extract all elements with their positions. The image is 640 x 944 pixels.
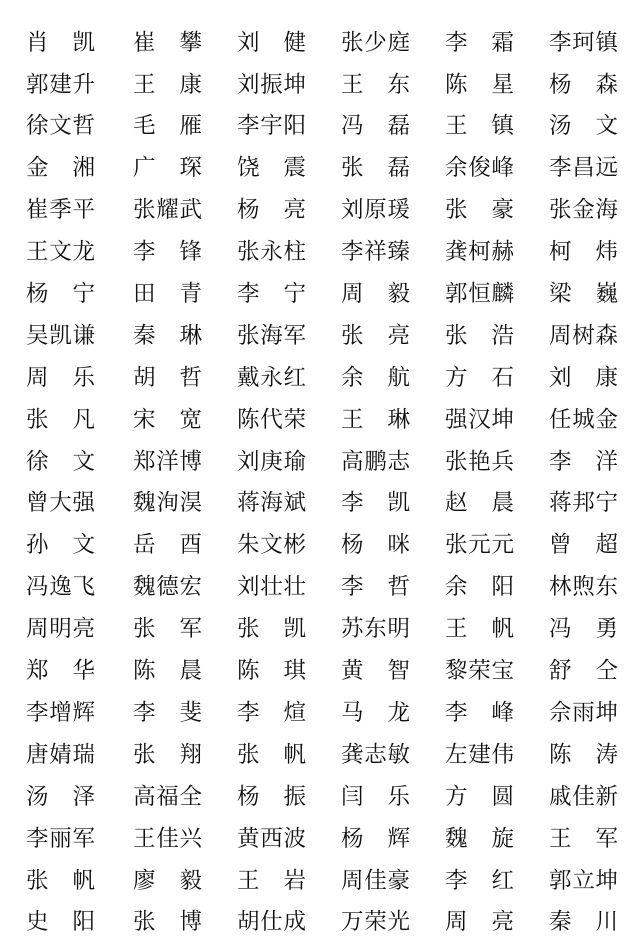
name-cell [235, 525, 339, 567]
name-cell [547, 441, 640, 483]
name-cell [235, 818, 339, 860]
name-text: 方 圆 [445, 783, 514, 810]
name-text: 高鹏志 [341, 448, 410, 475]
name-text: 方 石 [445, 364, 514, 391]
name-text: 张 豪 [445, 197, 514, 224]
name-cell [547, 608, 640, 650]
name-text: 杨 森 [549, 71, 618, 98]
name-text: 林煦东 [549, 574, 618, 601]
name-cell [547, 902, 640, 944]
name-cell [235, 315, 339, 357]
name-text: 闫 乐 [341, 783, 410, 810]
name-cell [131, 902, 235, 944]
name-cell [443, 441, 547, 483]
name-text: 曾大强 [26, 490, 95, 517]
name-cell [547, 148, 640, 190]
name-text: 张 翔 [133, 741, 202, 768]
name-cell [443, 567, 547, 609]
name-cell [131, 734, 235, 776]
name-cell [339, 567, 443, 609]
name-cell [131, 357, 235, 399]
name-text: 舒 仝 [549, 658, 618, 685]
name-text: 张金海 [549, 197, 618, 224]
name-text: 李昌远 [549, 155, 618, 182]
name-text: 郑 华 [26, 658, 95, 685]
name-text: 黄西波 [237, 825, 306, 852]
name-cell [235, 902, 339, 944]
name-cell [131, 190, 235, 232]
name-text: 刘 康 [549, 364, 618, 391]
name-text: 张 博 [133, 909, 202, 936]
name-cell [131, 818, 235, 860]
name-text: 余俊峰 [445, 155, 514, 182]
name-text: 郑洋博 [133, 448, 202, 475]
name-text: 魏德宏 [133, 574, 202, 601]
name-text: 蒋海斌 [237, 490, 306, 517]
name-cell [235, 273, 339, 315]
name-cell [339, 273, 443, 315]
name-cell [131, 441, 235, 483]
name-cell [0, 231, 131, 273]
name-text: 宋 宽 [133, 406, 202, 433]
name-text: 冯 勇 [549, 616, 618, 643]
name-text: 黎荣宝 [445, 658, 514, 685]
name-text: 王 帆 [445, 616, 514, 643]
name-text: 杨 振 [237, 783, 306, 810]
name-cell [235, 734, 339, 776]
name-text: 杨 咪 [341, 532, 410, 559]
name-cell [235, 190, 339, 232]
name-text: 周树森 [549, 322, 618, 349]
name-cell [339, 22, 443, 64]
name-cell [339, 148, 443, 190]
name-text: 李 锋 [133, 239, 202, 266]
name-cell [547, 567, 640, 609]
name-cell [339, 315, 443, 357]
name-text: 陈 琪 [237, 658, 306, 685]
name-cell [547, 776, 640, 818]
name-cell [443, 106, 547, 148]
name-text: 李 霜 [445, 29, 514, 56]
name-text: 汤 文 [549, 113, 618, 140]
name-cell [0, 525, 131, 567]
name-cell [235, 608, 339, 650]
name-text: 冯 磊 [341, 113, 410, 140]
name-cell [0, 106, 131, 148]
name-cell [547, 64, 640, 106]
name-cell [235, 860, 339, 902]
name-cell [131, 692, 235, 734]
name-text: 崔 攀 [133, 29, 202, 56]
name-text: 陈代荣 [237, 406, 306, 433]
name-cell [443, 148, 547, 190]
name-cell [0, 692, 131, 734]
name-text: 蒋邦宁 [549, 490, 618, 517]
name-text: 徐文哲 [26, 113, 95, 140]
name-text: 刘庚瑜 [237, 448, 306, 475]
name-cell [0, 483, 131, 525]
name-text: 李 红 [445, 867, 514, 894]
name-text: 李 峰 [445, 699, 514, 726]
name-text: 汤 泽 [26, 783, 95, 810]
name-cell [547, 734, 640, 776]
name-cell [0, 902, 131, 944]
name-cell [235, 567, 339, 609]
name-cell [235, 64, 339, 106]
name-text: 李 洋 [549, 448, 618, 475]
name-cell [443, 357, 547, 399]
name-cell [443, 650, 547, 692]
name-cell [547, 22, 640, 64]
name-text: 周 亮 [445, 909, 514, 936]
name-text: 魏 旋 [445, 825, 514, 852]
name-cell [443, 64, 547, 106]
name-cell [235, 650, 339, 692]
name-text: 史 阳 [26, 909, 95, 936]
name-text: 饶 震 [237, 155, 306, 182]
name-text: 王文龙 [26, 239, 95, 266]
name-text: 李 煊 [237, 699, 306, 726]
name-text: 徐 文 [26, 448, 95, 475]
name-text: 杨 辉 [341, 825, 410, 852]
name-cell [235, 441, 339, 483]
name-text: 李 宁 [237, 281, 306, 308]
name-cell [131, 22, 235, 64]
name-cell [339, 902, 443, 944]
name-cell [443, 231, 547, 273]
name-text: 肖 凯 [26, 29, 95, 56]
name-text: 胡仕成 [237, 909, 306, 936]
name-text: 广 琛 [133, 155, 202, 182]
name-cell [131, 525, 235, 567]
name-text: 张少庭 [341, 29, 410, 56]
name-cell [547, 692, 640, 734]
name-text: 张 磊 [341, 155, 410, 182]
name-cell [131, 148, 235, 190]
name-cell [0, 64, 131, 106]
name-text: 王 军 [549, 825, 618, 852]
name-text: 郭立坤 [549, 867, 618, 894]
name-text: 李 凯 [341, 490, 410, 517]
name-cell [443, 399, 547, 441]
name-text: 强汉坤 [445, 406, 514, 433]
name-text: 陈 星 [445, 71, 514, 98]
name-cell [0, 608, 131, 650]
name-text: 刘 健 [237, 29, 306, 56]
name-cell [235, 399, 339, 441]
name-cell [235, 692, 339, 734]
name-cell [339, 776, 443, 818]
name-cell [443, 22, 547, 64]
name-cell [339, 608, 443, 650]
name-cell [131, 231, 235, 273]
name-cell [0, 273, 131, 315]
name-cell [0, 315, 131, 357]
name-text: 张 凯 [237, 616, 306, 643]
name-text: 刘振坤 [237, 71, 306, 98]
name-text: 马 龙 [341, 699, 410, 726]
name-cell [131, 106, 235, 148]
name-cell [0, 818, 131, 860]
name-cell [131, 608, 235, 650]
name-text: 曾 超 [549, 532, 618, 559]
name-cell [339, 692, 443, 734]
name-cell [131, 399, 235, 441]
name-cell [339, 483, 443, 525]
name-cell [339, 357, 443, 399]
name-text: 龚柯赫 [445, 239, 514, 266]
name-cell [0, 148, 131, 190]
name-text: 秦 川 [549, 909, 618, 936]
name-text: 郭恒麟 [445, 281, 514, 308]
name-text: 王佳兴 [133, 825, 202, 852]
name-text: 郭建升 [26, 71, 95, 98]
name-cell [235, 231, 339, 273]
name-text: 戚佳新 [549, 783, 618, 810]
name-cell [339, 106, 443, 148]
name-cell [547, 231, 640, 273]
name-text: 张 凡 [26, 406, 95, 433]
name-text: 张 帆 [237, 741, 306, 768]
name-text: 张 浩 [445, 322, 514, 349]
name-cell [0, 776, 131, 818]
name-text: 黄 智 [341, 658, 410, 685]
name-cell [0, 357, 131, 399]
name-cell [547, 860, 640, 902]
name-text: 廖 毅 [133, 867, 202, 894]
name-text: 戴永红 [237, 364, 306, 391]
name-cell [339, 231, 443, 273]
name-text: 岳 酉 [133, 532, 202, 559]
name-text: 秦 琳 [133, 322, 202, 349]
name-cell [443, 608, 547, 650]
name-cell [547, 190, 640, 232]
name-cell [547, 357, 640, 399]
name-cell [339, 441, 443, 483]
name-text: 王 东 [341, 71, 410, 98]
name-cell [443, 776, 547, 818]
name-cell [0, 190, 131, 232]
name-cell [131, 315, 235, 357]
name-text: 李增辉 [26, 699, 95, 726]
name-text: 吴凯谦 [26, 322, 95, 349]
name-text: 刘壮壮 [237, 574, 306, 601]
name-text: 李丽军 [26, 825, 95, 852]
name-cell [443, 273, 547, 315]
name-text: 毛 雁 [133, 113, 202, 140]
name-text: 张 军 [133, 616, 202, 643]
name-cell [235, 776, 339, 818]
name-text: 孙 文 [26, 532, 95, 559]
name-text: 左建伟 [445, 741, 514, 768]
name-text: 任城金 [549, 406, 618, 433]
name-cell [547, 273, 640, 315]
name-cell [339, 525, 443, 567]
name-text: 金 湘 [26, 155, 95, 182]
name-cell [339, 190, 443, 232]
name-cell [0, 399, 131, 441]
name-cell [547, 483, 640, 525]
name-cell [339, 818, 443, 860]
name-text: 万荣光 [341, 909, 410, 936]
name-cell [235, 357, 339, 399]
name-text: 余 阳 [445, 574, 514, 601]
name-cell [131, 776, 235, 818]
name-text: 张 帆 [26, 867, 95, 894]
name-text: 高福全 [133, 783, 202, 810]
name-cell [235, 106, 339, 148]
name-cell [0, 860, 131, 902]
name-text: 张永柱 [237, 239, 306, 266]
name-cell [339, 860, 443, 902]
name-text: 周明亮 [26, 616, 95, 643]
name-cell [235, 22, 339, 64]
name-text: 李 哲 [341, 574, 410, 601]
name-text: 张元元 [445, 532, 514, 559]
name-text: 佘雨坤 [549, 699, 618, 726]
name-text: 唐婧瑞 [26, 741, 95, 768]
name-text: 冯逸飞 [26, 574, 95, 601]
name-text: 杨 宁 [26, 281, 95, 308]
name-cell [131, 650, 235, 692]
name-text: 李宇阳 [237, 113, 306, 140]
name-cell [131, 860, 235, 902]
name-cell [131, 273, 235, 315]
name-cell [339, 734, 443, 776]
name-text: 李珂镇 [549, 29, 618, 56]
name-cell [0, 22, 131, 64]
name-cell [443, 483, 547, 525]
name-text: 崔季平 [26, 197, 95, 224]
name-text: 田 青 [133, 281, 202, 308]
name-cell [0, 734, 131, 776]
name-text: 杨 亮 [237, 197, 306, 224]
name-text: 柯 炜 [549, 239, 618, 266]
name-cell [0, 441, 131, 483]
name-cell [339, 64, 443, 106]
name-text: 张海军 [237, 322, 306, 349]
name-cell [547, 650, 640, 692]
name-cell [235, 483, 339, 525]
name-text: 张耀武 [133, 197, 202, 224]
name-text: 周 乐 [26, 364, 95, 391]
name-text: 王 康 [133, 71, 202, 98]
name-text: 朱文彬 [237, 532, 306, 559]
name-cell [131, 483, 235, 525]
name-cell [547, 818, 640, 860]
name-text: 苏东明 [341, 616, 410, 643]
name-cell [131, 567, 235, 609]
name-cell [339, 650, 443, 692]
name-cell [443, 692, 547, 734]
name-cell [443, 860, 547, 902]
name-text: 胡 哲 [133, 364, 202, 391]
name-cell [547, 106, 640, 148]
name-text: 魏洵淏 [133, 490, 202, 517]
name-text: 张艳兵 [445, 448, 514, 475]
name-text: 赵 晨 [445, 490, 514, 517]
name-cell [0, 567, 131, 609]
name-text: 刘原瑗 [341, 197, 410, 224]
name-cell [547, 399, 640, 441]
name-text: 王 岩 [237, 867, 306, 894]
name-text: 余 航 [341, 364, 410, 391]
name-cell [443, 190, 547, 232]
name-text: 周佳豪 [341, 867, 410, 894]
name-text: 李 斐 [133, 699, 202, 726]
name-cell [131, 64, 235, 106]
name-cell [0, 650, 131, 692]
name-cell [443, 902, 547, 944]
name-cell [443, 734, 547, 776]
name-text: 张 亮 [341, 322, 410, 349]
name-text: 陈 晨 [133, 658, 202, 685]
name-cell [443, 315, 547, 357]
name-text: 梁 巍 [549, 281, 618, 308]
name-cell [547, 315, 640, 357]
name-text: 陈 涛 [549, 741, 618, 768]
name-cell [339, 399, 443, 441]
name-text: 龚志敏 [341, 741, 410, 768]
name-text: 李祥臻 [341, 239, 410, 266]
name-cell [547, 525, 640, 567]
name-cell [443, 818, 547, 860]
name-cell [235, 148, 339, 190]
name-cell [443, 525, 547, 567]
name-text: 王 琳 [341, 406, 410, 433]
name-text: 王 镇 [445, 113, 514, 140]
name-text: 周 毅 [341, 281, 410, 308]
